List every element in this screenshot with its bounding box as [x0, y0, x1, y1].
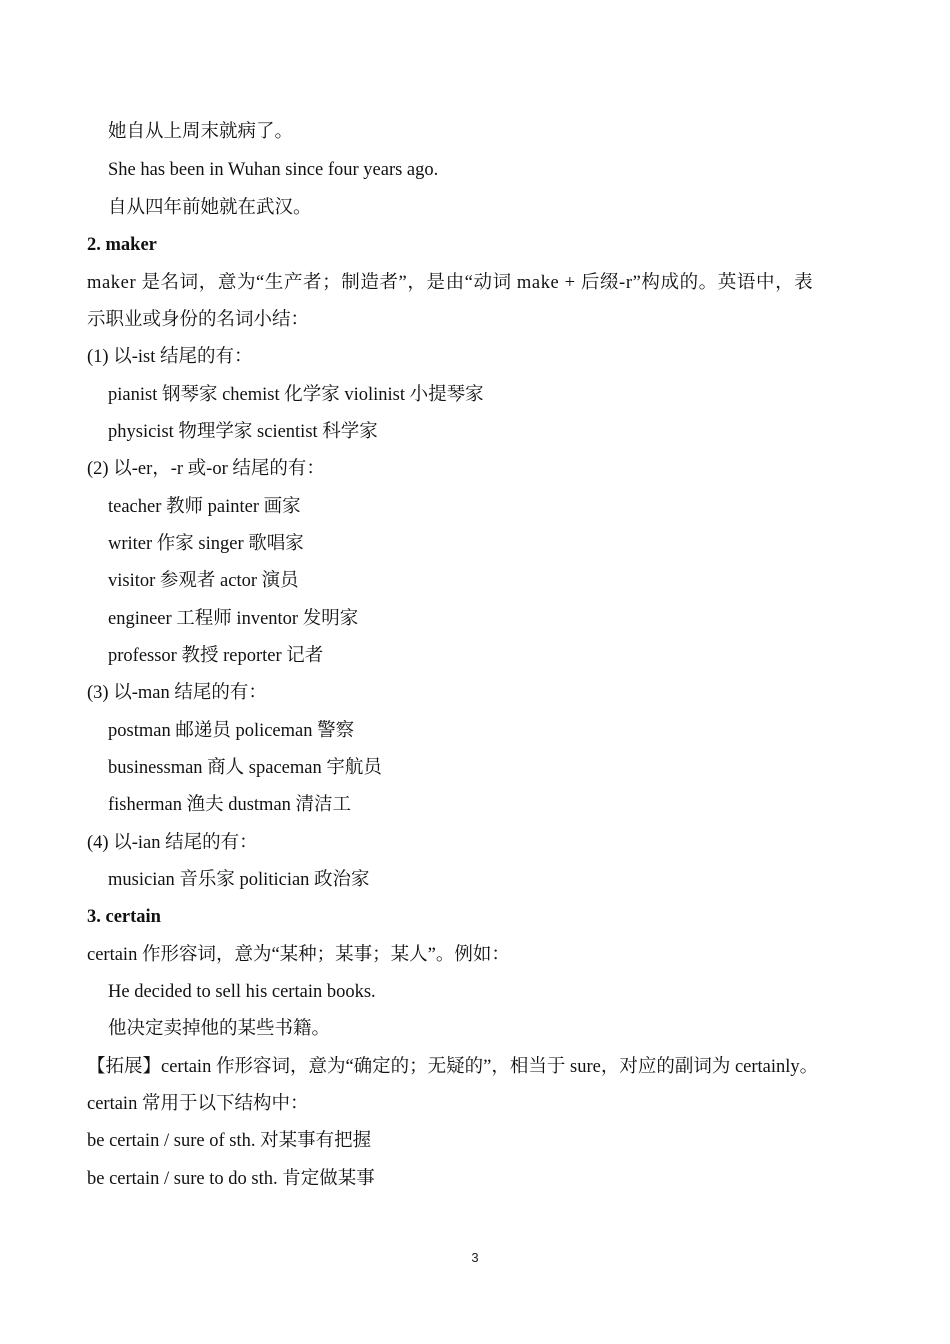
list-subheading: (2) 以-er，-r 或-or 结尾的有： [87, 459, 325, 479]
vocab-line: professor 教授 reporter 记者 [108, 646, 324, 666]
section-heading-certain: 3. certain [87, 907, 161, 927]
paragraph-line: certain 常用于以下结构中： [87, 1094, 309, 1114]
section-heading-maker: 2. maker [87, 235, 157, 255]
example-translation: 她自从上周末就病了。 [108, 122, 294, 142]
vocab-line: visitor 参观者 actor 演员 [108, 571, 299, 591]
vocab-line: teacher 教师 painter 画家 [108, 497, 301, 517]
structure-line: be certain / sure of sth. 对某事有把握 [87, 1131, 372, 1151]
example-sentence: She has been in Wuhan since four years ago. [108, 160, 439, 180]
vocab-line: fisherman 渔夫 dustman 清洁工 [108, 795, 352, 815]
vocab-line: musician 音乐家 politician 政治家 [108, 870, 370, 890]
example-sentence: He decided to sell his certain books. [108, 982, 376, 1002]
vocab-line: pianist 钢琴家 chemist 化学家 violinist 小提琴家 [108, 385, 484, 405]
vocab-line: businessman 商人 spaceman 宇航员 [108, 758, 382, 778]
vocab-line: physicist 物理学家 scientist 科学家 [108, 422, 378, 442]
list-subheading: (1) 以-ist 结尾的有： [87, 347, 253, 367]
structure-line: be certain / sure to do sth. 肯定做某事 [87, 1169, 375, 1189]
paragraph-line: maker 是名词，意为“生产者；制造者”，是由“动词 make + 后缀-r”构成的。英语中，表 [87, 273, 814, 293]
example-translation: 自从四年前她就在武汉。 [108, 198, 312, 218]
paragraph-line: 示职业或身份的名词小结： [87, 310, 310, 330]
extension-note: 【拓展】certain 作形容词，意为“确定的；无疑的”，相当于 sure，对应的副词为 certainly。 [87, 1057, 819, 1077]
vocab-line: engineer 工程师 inventor 发明家 [108, 609, 359, 629]
page-number: 3 [471, 1250, 479, 1265]
list-subheading: (3) 以-man 结尾的有： [87, 683, 267, 703]
vocab-line: writer 作家 singer 歌唱家 [108, 534, 304, 554]
paragraph-line: certain 作形容词，意为“某种；某事；某人”。例如： [87, 945, 510, 965]
example-translation: 他决定卖掉他的某些书籍。 [108, 1019, 331, 1039]
vocab-line: postman 邮递员 policeman 警察 [108, 721, 355, 741]
list-subheading: (4) 以-ian 结尾的有： [87, 833, 258, 853]
